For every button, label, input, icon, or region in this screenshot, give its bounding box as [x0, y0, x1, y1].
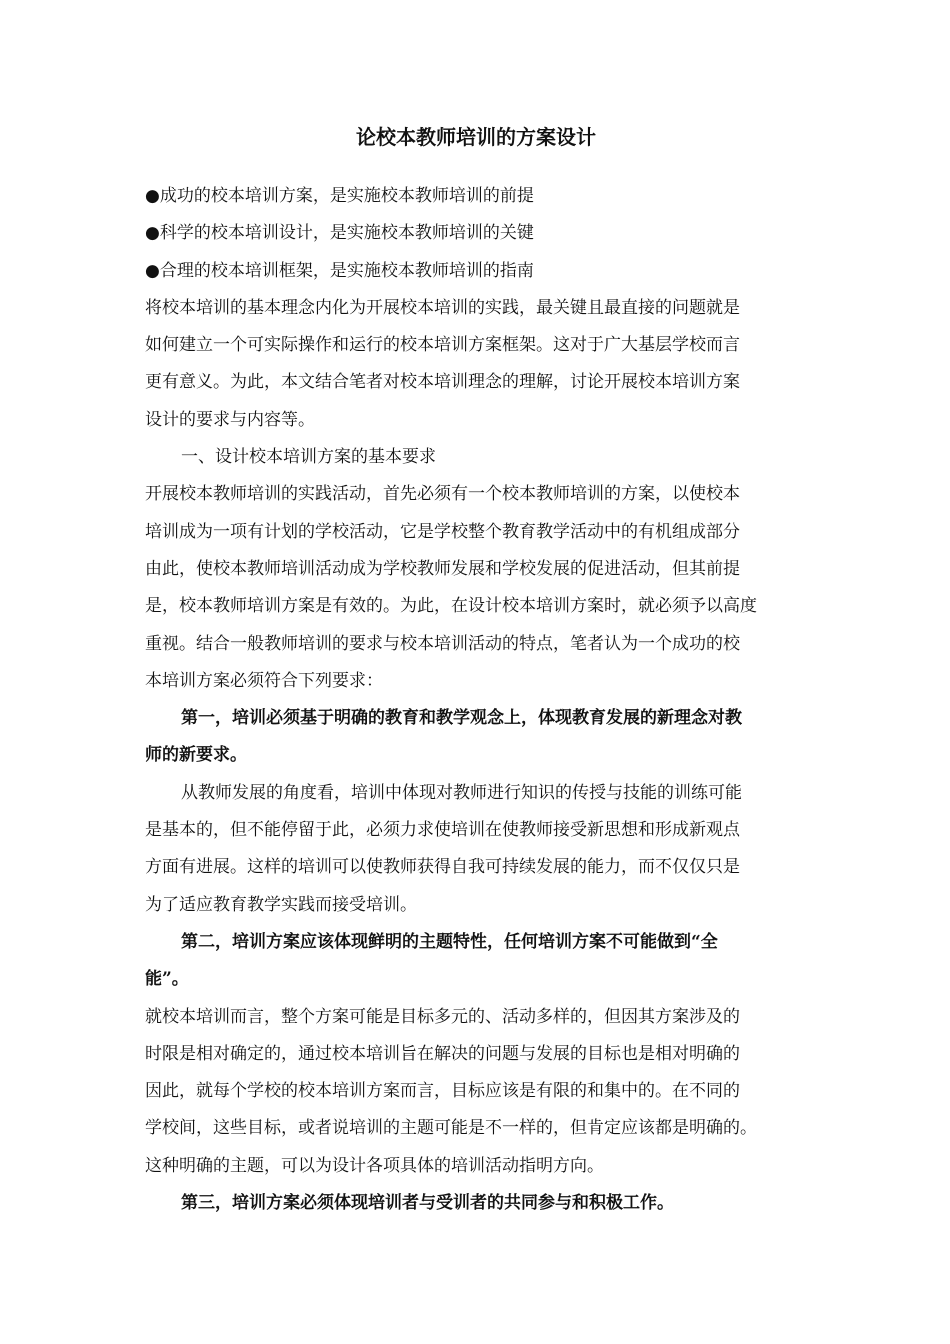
paragraph-line: 因此，就每个学校的校本培训方案而言，目标应该是有限的和集中的。在不同的: [145, 1081, 740, 1102]
paragraph-line: 就校本培训而言，整个方案可能是目标多元的、活动多样的，但因其方案涉及的: [145, 1006, 740, 1027]
heading-line: 第二，培训方案应该体现鲜明的主题特性，任何培训方案不可能做到“全: [181, 931, 718, 952]
heading-line: 第一，培训必须基于明确的教育和教学观念上，体现教育发展的新理念对教: [181, 708, 742, 729]
paragraph-line: 时限是相对确定的，通过校本培训旨在解决的问题与发展的目标也是相对明确的: [145, 1043, 740, 1064]
section1-paragraph: [145, 476, 807, 700]
paragraph-line: 由此，使校本教师培训活动成为学校教师发展和学校发展的促进活动，但其前提: [145, 558, 740, 579]
requirement-3-heading: 第三，培训方案必须体现培训者与受训者的共同参与和积极工作。: [181, 1193, 674, 1214]
heading-line: 师的新要求。: [145, 745, 247, 766]
paragraph-line: 开展校本教师培训的实践活动，首先必须有一个校本教师培训的方案，以使校本: [145, 484, 740, 505]
paragraph-line: 重视。结合一般教师培训的要求与校本培训活动的特点，笔者认为一个成功的校: [145, 633, 740, 654]
paragraph-line: 方面有进展。这样的培训可以使教师获得自我可持续发展的能力，而不仅仅只是: [145, 857, 740, 878]
requirement-1-paragraph: [145, 775, 807, 924]
paragraph-line: 更有意义。为此，本文结合笔者对校本培训理念的理解，讨论开展校本培训方案: [145, 372, 740, 393]
paragraph-line: 从教师发展的角度看，培训中体现对教师进行知识的传授与技能的训练可能: [181, 782, 742, 803]
intro-paragraph: [145, 290, 807, 439]
bullet-list: [145, 178, 807, 290]
paragraph-line: 是基本的，但不能停留于此，必须力求使培训在使教师接受新思想和形成新观点: [145, 820, 740, 841]
requirement-2-heading: [145, 924, 807, 999]
paragraph-line: 如何建立一个可实际操作和运行的校本培训方案框架。这对于广大基层学校而言: [145, 335, 740, 356]
paragraph-line: 本培训方案必须符合下列要求：: [145, 670, 383, 691]
paragraph-line: 培训成为一项有计划的学校活动，它是学校整个教育教学活动中的有机组成部分: [145, 521, 740, 542]
document-body: [145, 118, 807, 1222]
paragraph-line: 是，校本教师培训方案是有效的。为此，在设计校本培训方案时，就必须予以高度: [145, 596, 757, 617]
paragraph-line: 将校本培训的基本理念内化为开展校本培训的实践，最关键且最直接的问题就是: [145, 297, 740, 318]
requirement-2-paragraph: [145, 999, 807, 1185]
paragraph-line: 为了适应教育教学实践而接受培训。: [145, 894, 417, 915]
bullet-item: ●科学的校本培训设计，是实施校本教师培训的关键: [145, 223, 534, 244]
bullet-item: ●合理的校本培训框架，是实施校本教师培训的指南: [145, 260, 534, 281]
heading-line: 能”。: [145, 969, 189, 990]
bullet-item: ●成功的校本培训方案，是实施校本教师培训的前提: [145, 186, 534, 206]
document-title: 论校本教师培训的方案设计: [356, 125, 596, 149]
paragraph-line: 设计的要求与内容等。: [145, 409, 315, 430]
requirement-1-heading: [145, 700, 807, 775]
section-heading: 一、设计校本培训方案的基本要求: [181, 447, 436, 468]
paragraph-line: 这种明确的主题，可以为设计各项具体的培训活动指明方向。: [145, 1155, 604, 1176]
paragraph-line: 学校间，这些目标，或者说培训的主题可能是不一样的，但肯定应该都是明确的。: [145, 1118, 757, 1139]
